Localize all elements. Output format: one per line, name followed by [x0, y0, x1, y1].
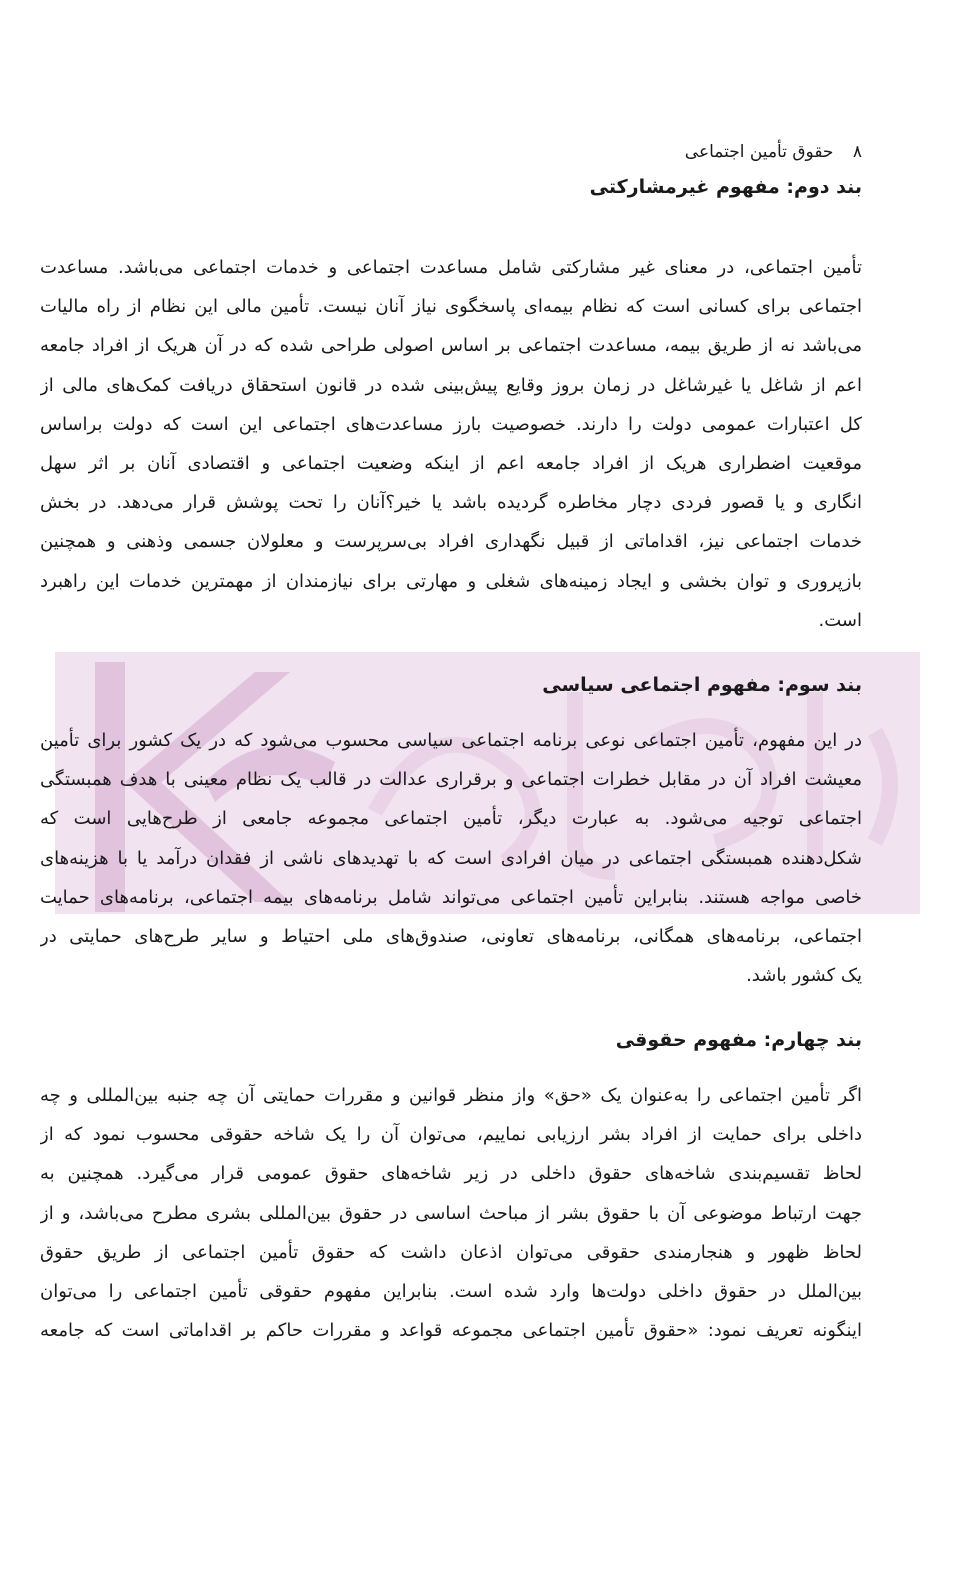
text-line: انگاری و یا قصور فردی دچار مخاطره گردیده باشد یا خیر؟آنان را تحت پوشش قرار می‌دهد. در بخش [40, 492, 862, 514]
text-line: تأمین اجتماعی، در معنای غیر مشارکتی شامل مساعدت اجتماعی و خدمات اجتماعی می‌باشد. مساعدت [40, 257, 862, 278]
text-line: اجتماعی برای کسانی است که نظام بیمه‌ای پاسخگوی نیاز آنان نیست. تأمین مالی این نظام از راه مالیات [40, 296, 862, 318]
text-line: خاصی مواجه هستند. بنابراین تأمین اجتماعی می‌تواند شامل برنامه‌های بیمه اجتماعی، برنامه‌های حمایت [40, 886, 862, 908]
text-line: در این مفهوم، تأمین اجتماعی نوعی برنامه اجتماعی سیاسی محسوب می‌شود که در یک کشور برای تأمین [40, 730, 862, 751]
section-heading-non-participatory: بند دوم: مفهوم غیرمشارکتی [589, 176, 862, 198]
text-line: لحاظ تقسیم‌بندی شاخه‌های حقوق داخلی در زیر شاخه‌های حقوق عمومی قرار می‌گیرد. همچنین به [40, 1163, 862, 1185]
text-line: داخلی برای حمایت از افراد بشر ارزیابی نماییم، می‌توان آن را یک شاخه حقوقی محسوب نمود که از [40, 1124, 862, 1146]
text-line: اگر تأمین اجتماعی را به‌عنوان یک «حق» واز منظر قوانین و مقررات حمایتی آن چه جنبه بین‌المللی و چه [40, 1085, 862, 1106]
text-line: اینگونه تعریف نمود: «حقوق تأمین اجتماعی مجموعه قواعد و مقررات حاکم بر اقداماتی است که جامعه [40, 1320, 862, 1342]
text-line: شکل‌دهنده همبستگی اجتماعی در میان افرادی است که با تهدیدهای ناشی از فقدان درآمد یا با هزینه‌های [40, 847, 862, 869]
paragraph-legal [40, 1076, 862, 1350]
running-header [685, 142, 862, 162]
text-line: اجتماعی، برنامه‌های همگانی، برنامه‌های تعاونی، صندوق‌های ملی احتیاط و سایر طرح‌های حمایتی در [40, 925, 862, 947]
section-heading-legal: بند چهارم: مفهوم حقوقی [615, 1029, 862, 1051]
paragraph-social-political [40, 721, 862, 995]
text-line: بین‌الملل در حقوق داخلی دولت‌ها وارد شده است. بنابراین مفهوم حقوقی تأمین اجتماعی را می‌توان [40, 1280, 862, 1302]
text-line: جهت ارتباط موضوعی آن با حقوق بشر از مباحث اساسی در حقوق بین‌المللی بشری مطرح می‌باشد، و از [40, 1202, 862, 1224]
page-number: ۸ [852, 142, 862, 162]
text-line: بازپروری و توان بخشی و ایجاد زمینه‌های شغلی و مهارتی برای نیازمندان از مهمترین خدمات این راهبرد [40, 570, 862, 592]
text-line: است. [818, 609, 862, 631]
text-line: لحاظ ظهور و هنجارمندی حقوقی می‌توان اذعان داشت که حقوق تأمین اجتماعی از طریق حقوق [40, 1241, 862, 1263]
text-line: موقعیت اضطراری هریک از افراد جامعه اعم از اینکه وضعیت اجتماعی و اقتصادی آنان بر اثر سهل [40, 452, 862, 474]
text-line: کل اعتبارات عمومی دولت را دارند. خصوصیت بارز مساعدت‌های اجتماعی این است که دولت براساس [40, 413, 862, 435]
text-line: معیشت افراد آن در مقابل خطرات اجتماعی و برقراری عدالت در قالب یک نظام معینی با هدف همبستگی [40, 769, 862, 791]
text-line: اجتماعی توجیه می‌شود. به عبارت دیگر، تأمین اجتماعی مجموعه جامعی از طرح‌هایی است که [40, 808, 862, 830]
text-line: می‌باشد نه از طریق بیمه، مساعدت اجتماعی بر اساس اصولی طراحی شده که در آن هریک از افراد جامعه [40, 335, 862, 357]
book-title: حقوق تأمین اجتماعی [684, 142, 834, 162]
paragraph-non-participatory [40, 248, 862, 640]
text-line: اعم از شاغل یا غیرشاغل در زمان بروز وقایع پیش‌بینی شده در قانون استحقاق دریافت کمک‌های مالی از [40, 374, 862, 396]
section-heading-social-political: بند سوم: مفهوم اجتماعی سیاسی [542, 674, 862, 696]
text-line: یک کشور باشد. [746, 965, 862, 987]
text-line: خدمات اجتماعی نیز، اقداماتی از قبیل نگهداری افراد بی‌سرپرست و معلولان جسمی وذهنی و همچنین [40, 531, 862, 553]
